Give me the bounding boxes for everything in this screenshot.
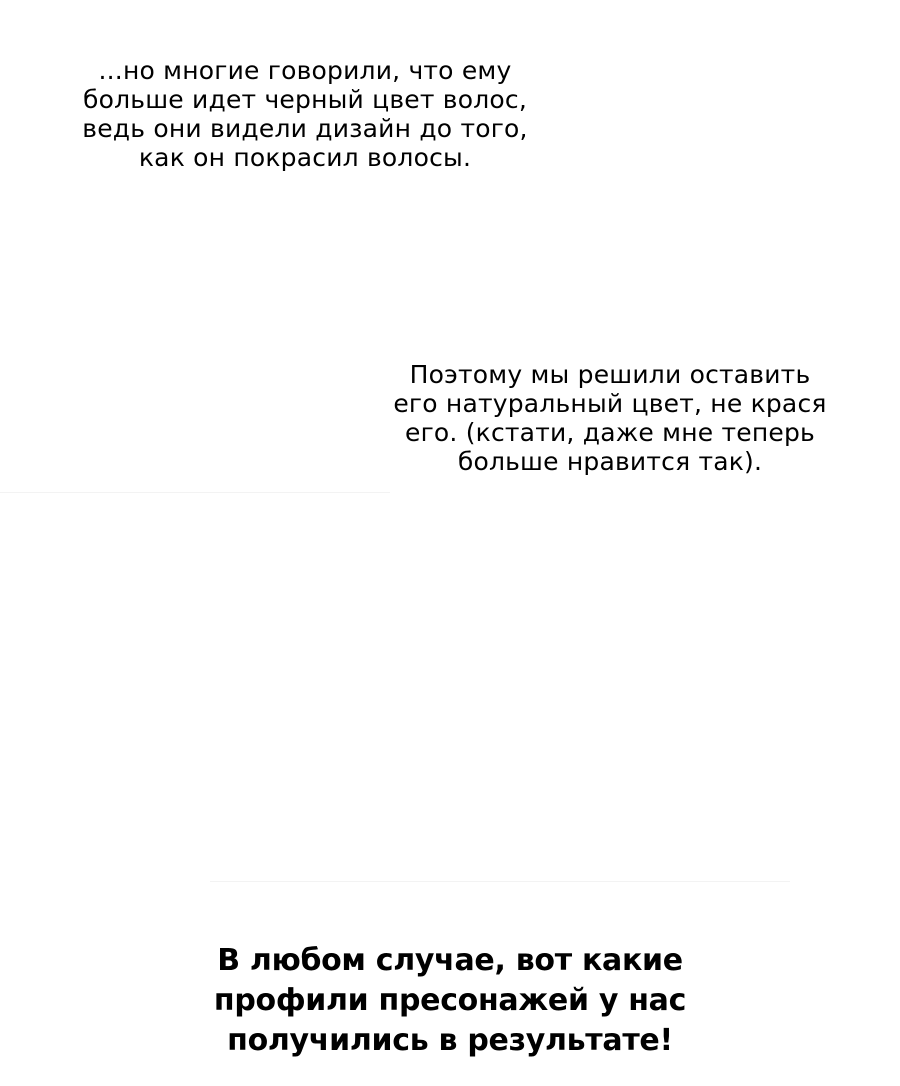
caption-line: ...но многие говорили, что ему [98,56,512,85]
caption-line: профили пресонажей у нас [213,983,687,1018]
caption-text-block-bold [150,941,750,1061]
caption-text-block [340,360,880,476]
panel-divider [0,492,390,493]
caption-line: В любом случае, вот какие [217,943,683,978]
caption-line: Поэтому мы решили оставить [409,360,811,389]
caption-line: как он покрасил волосы. [138,143,472,172]
caption-line: его натуральный цвет, не крася [393,389,827,418]
caption-line: больше нравится так). [457,447,763,476]
caption-line: больше идет черный цвет волос, [83,85,527,114]
caption-line: его. (кстати, даже мне теперь [405,418,815,447]
caption-line: получились в результате! [227,1023,673,1058]
caption-line: ведь они видели дизайн до того, [82,114,528,143]
panel-divider [210,881,790,882]
caption-text-block [40,56,570,172]
